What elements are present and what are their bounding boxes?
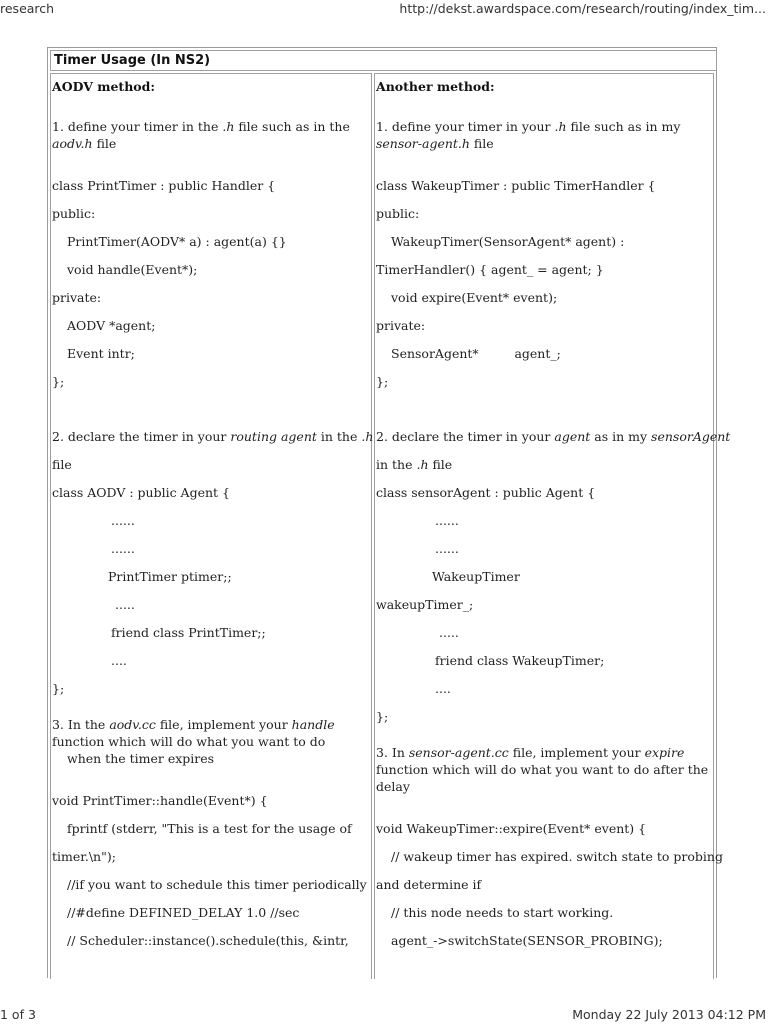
step-3-line: function which will do what you want to do after the (376, 762, 709, 777)
document-title: Timer Usage (In NS2) (50, 50, 717, 71)
code-line: PrintTimer(AODV* a) : agent(a) {} (67, 234, 287, 249)
code-line: class WakeupTimer : public TimerHandler { (376, 178, 656, 193)
code-line: //if you want to schedule this timer periodically (67, 877, 367, 892)
step-1-line (376, 118, 713, 135)
text-segment: in the (316, 429, 362, 444)
step-3-line (376, 744, 713, 761)
code-line: Event intr; (67, 346, 135, 361)
code-line: }; (52, 681, 65, 696)
text-segment: file such as in my (566, 119, 681, 134)
code-line: .... (435, 681, 451, 696)
code-line: fprintf (stderr, "This is a test for the usage of (67, 821, 352, 836)
code-line: ..... (439, 625, 459, 640)
italic-segment: routing agent (230, 429, 317, 444)
text-segment: in the (376, 457, 417, 472)
code-line: }; (376, 374, 389, 389)
code-line: WakeupTimer (432, 569, 520, 584)
code-line: class AODV : public Agent { (52, 485, 230, 500)
print-timestamp: Monday 22 July 2013 04:12 PM (572, 1007, 766, 1022)
step-1-line (52, 135, 371, 152)
step-2-line: file (52, 457, 72, 472)
code-line: TimerHandler() { agent_ = agent; } (376, 262, 604, 277)
code-line: .... (111, 653, 127, 668)
code-line: // this node needs to start working. (391, 905, 614, 920)
text-segment: 1. define your timer in the (52, 119, 223, 134)
text-segment: file, implement your (155, 717, 292, 732)
code-line: }; (376, 709, 389, 724)
code-line: void PrintTimer::handle(Event*) { (52, 793, 268, 808)
text-segment: file (428, 457, 453, 472)
document-table (47, 47, 731, 978)
italic-segment: handle (291, 717, 335, 732)
text-segment: 2. declare the timer in your (52, 429, 231, 444)
code-line: agent_->switchState(SENSOR_PROBING); (391, 933, 663, 948)
step-3-line: when the timer expires (67, 751, 215, 766)
code-line: friend class WakeupTimer; (435, 653, 605, 668)
italic-segment: sensor-agent.h (376, 136, 470, 151)
text-segment: file, implement your (508, 745, 645, 760)
code-line: void handle(Event*); (67, 262, 198, 277)
code-line: WakeupTimer(SensorAgent* agent) : (391, 234, 625, 249)
step-1-line (376, 135, 713, 152)
text-segment: 3. In the (52, 717, 110, 732)
italic-segment: aodv.h (52, 136, 93, 151)
italic-segment: .h (361, 429, 374, 444)
code-line: ...... (111, 541, 135, 556)
code-line: void WakeupTimer::expire(Event* event) { (376, 821, 647, 836)
code-line: // wakeup timer has expired. switch state to probing (391, 849, 723, 864)
print-footer (0, 1007, 768, 1025)
code-line: ...... (435, 513, 459, 528)
column-heading: Another method: (376, 79, 495, 94)
print-header-url: http://dekst.awardspace.com/research/routing/index_tim... (399, 1, 766, 16)
step-3-line: delay (376, 779, 410, 794)
code-line: // Scheduler::instance().schedule(this, &intr, (67, 933, 349, 948)
code-line: public: (52, 206, 96, 221)
another-method-column (374, 73, 731, 979)
column-heading: AODV method: (52, 79, 155, 94)
text-segment: as in my (590, 429, 652, 444)
code-line: friend class PrintTimer;; (111, 625, 266, 640)
italic-segment: expire (644, 745, 685, 760)
step-2-line (376, 456, 713, 473)
text-segment: file (92, 136, 117, 151)
text-segment: file (469, 136, 494, 151)
code-line: wakeupTimer_; (376, 597, 474, 612)
code-line: PrintTimer ptimer;; (108, 569, 232, 584)
italic-segment: aodv.cc (109, 717, 156, 732)
code-line: ..... (115, 597, 135, 612)
aodv-method-column (50, 73, 372, 979)
code-line: SensorAgent* agent_; (391, 346, 561, 361)
italic-segment: sensorAgent (651, 429, 731, 444)
code-line: AODV *agent; (67, 318, 156, 333)
code-line: timer.\n"); (52, 849, 116, 864)
step-2-line (376, 428, 731, 445)
code-line: }; (52, 374, 65, 389)
code-line: ...... (111, 513, 135, 528)
code-line: void expire(Event* event); (391, 290, 558, 305)
text-segment: file such as in the (234, 119, 350, 134)
italic-segment: agent (554, 429, 591, 444)
code-line: ...... (435, 541, 459, 556)
text-segment: 2. declare the timer in your (376, 429, 555, 444)
text-segment: 1. define your timer in your (376, 119, 555, 134)
page-count: 1 of 3 (0, 1007, 36, 1022)
step-1-line (52, 118, 371, 135)
print-header (0, 1, 768, 19)
italic-segment: .h (222, 119, 235, 134)
code-line: public: (376, 206, 420, 221)
step-3-line: function which will do what you want to do (52, 734, 326, 749)
italic-segment: .h (554, 119, 567, 134)
text-segment: 3. In (376, 745, 409, 760)
print-header-title: research (0, 1, 55, 16)
italic-segment: .h (416, 457, 429, 472)
code-line: private: (52, 290, 102, 305)
code-line: class sensorAgent : public Agent { (376, 485, 596, 500)
step-3-line (52, 716, 371, 733)
code-line: //#define DEFINED_DELAY 1.0 //sec (67, 905, 300, 920)
code-line: private: (376, 318, 426, 333)
code-line: class PrintTimer : public Handler { (52, 178, 276, 193)
code-line: and determine if (376, 877, 482, 892)
step-2-line (52, 428, 374, 445)
italic-segment: sensor-agent.cc (408, 745, 509, 760)
